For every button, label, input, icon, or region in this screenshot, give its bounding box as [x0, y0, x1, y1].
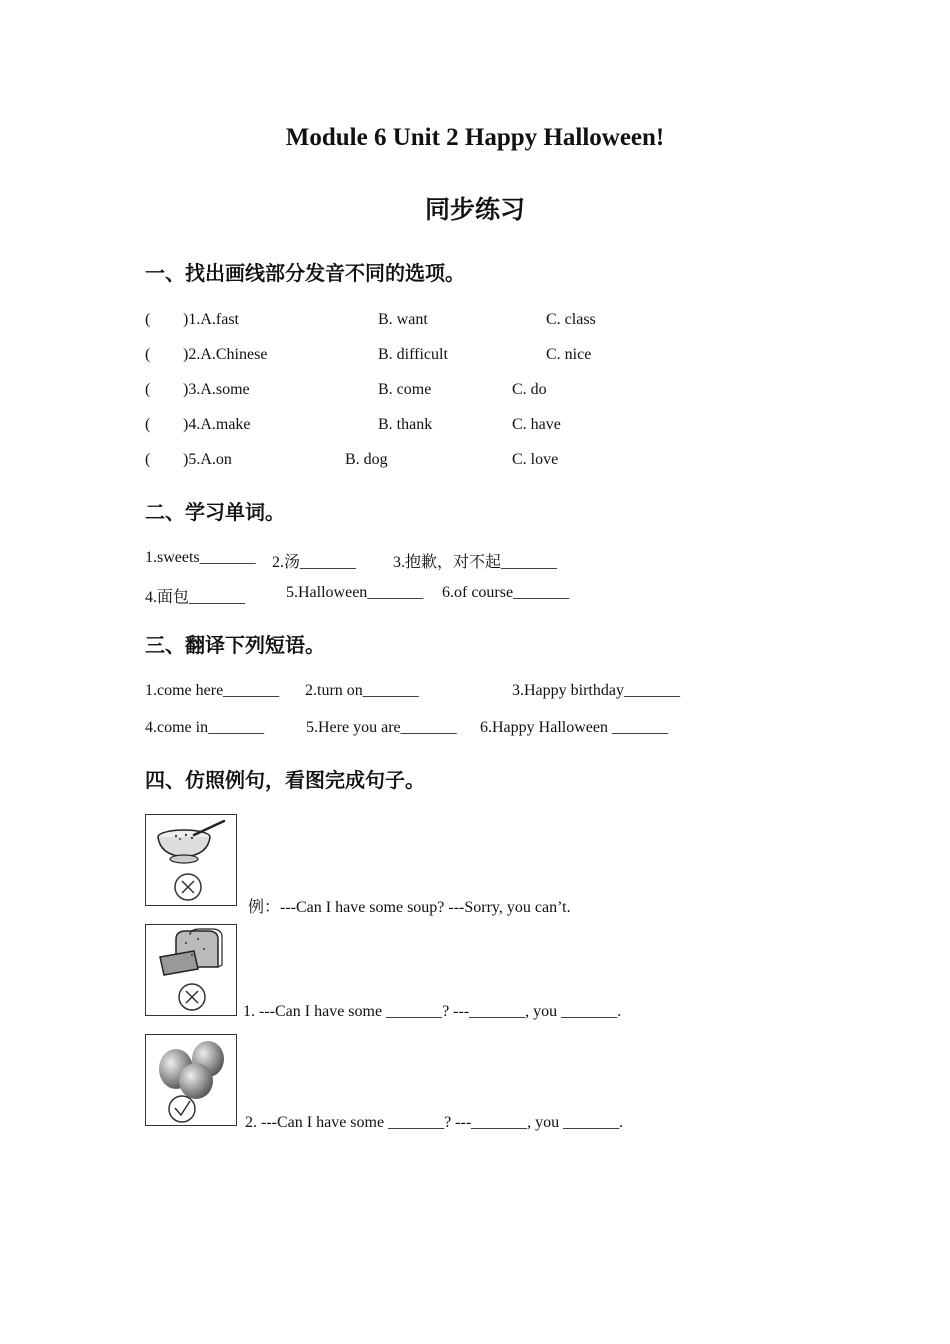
option-b: B. come: [378, 381, 432, 398]
page-subtitle: 同步练习: [424, 195, 525, 224]
bread-picture: [145, 924, 237, 1016]
vocab-item-4: 4.面包_______: [145, 589, 246, 606]
cross-icon: [175, 874, 201, 900]
option-a: )4.A.make: [183, 416, 251, 433]
section4-heading: 四、仿照例句，看图完成句子。: [145, 768, 425, 792]
option-b: B. difficult: [378, 346, 448, 363]
option-a: )1.A.fast: [183, 311, 239, 328]
eggs-picture: [145, 1034, 237, 1126]
phrase-item-4: 4.come in_______: [145, 719, 265, 736]
option-b: B. want: [378, 311, 428, 328]
answer-paren: (: [145, 451, 151, 468]
answer-paren: (: [145, 311, 151, 328]
section1-heading: 一、找出画线部分发音不同的选项。: [145, 261, 465, 285]
phrase-item-6: 6.Happy Halloween _______: [480, 719, 668, 736]
option-c: C. nice: [546, 346, 592, 363]
section3-heading: 三、翻译下列短语。: [145, 633, 325, 657]
option-c: C. have: [512, 416, 561, 433]
phrase-item-1: 1.come here_______: [145, 682, 280, 699]
option-b: B. thank: [378, 416, 433, 433]
phrase-item-2: 2.turn on_______: [305, 682, 419, 699]
vocab-item-1: 1.sweets_______: [145, 549, 256, 566]
page-title: Module 6 Unit 2 Happy Halloween!: [285, 124, 665, 151]
option-c: C. class: [546, 311, 596, 328]
option-c: C. love: [512, 451, 559, 468]
option-a: )3.A.some: [183, 381, 250, 398]
option-b: B. dog: [345, 451, 388, 468]
check-icon: [169, 1096, 195, 1122]
soup-picture: [145, 814, 237, 906]
example-sentence: 例：---Can I have some soup? ---Sorry, you can’t.: [248, 899, 571, 916]
section2-heading: 二、学习单词。: [145, 500, 285, 524]
vocab-item-6: 6.of course_______: [442, 584, 570, 601]
vocab-item-5: 5.Halloween_______: [286, 584, 424, 601]
cross-icon: [179, 984, 205, 1010]
vocab-item-2: 2.汤_______: [272, 554, 357, 571]
answer-paren: (: [145, 381, 151, 398]
option-a: )2.A.Chinese: [183, 346, 268, 363]
option-a: )5.A.on: [183, 451, 232, 468]
phrase-item-5: 5.Here you are_______: [306, 719, 457, 736]
answer-paren: (: [145, 346, 151, 363]
vocab-item-3: 3.抱歉，对不起_______: [393, 554, 558, 571]
question-2: 2. ---Can I have some _______? ---_______, you _______.: [245, 1114, 624, 1131]
question-1: 1. ---Can I have some _______? ---_______, you _______.: [243, 1003, 622, 1020]
option-c: C. do: [512, 381, 547, 398]
phrase-item-3: 3.Happy birthday_______: [512, 682, 680, 699]
answer-paren: (: [145, 416, 151, 433]
